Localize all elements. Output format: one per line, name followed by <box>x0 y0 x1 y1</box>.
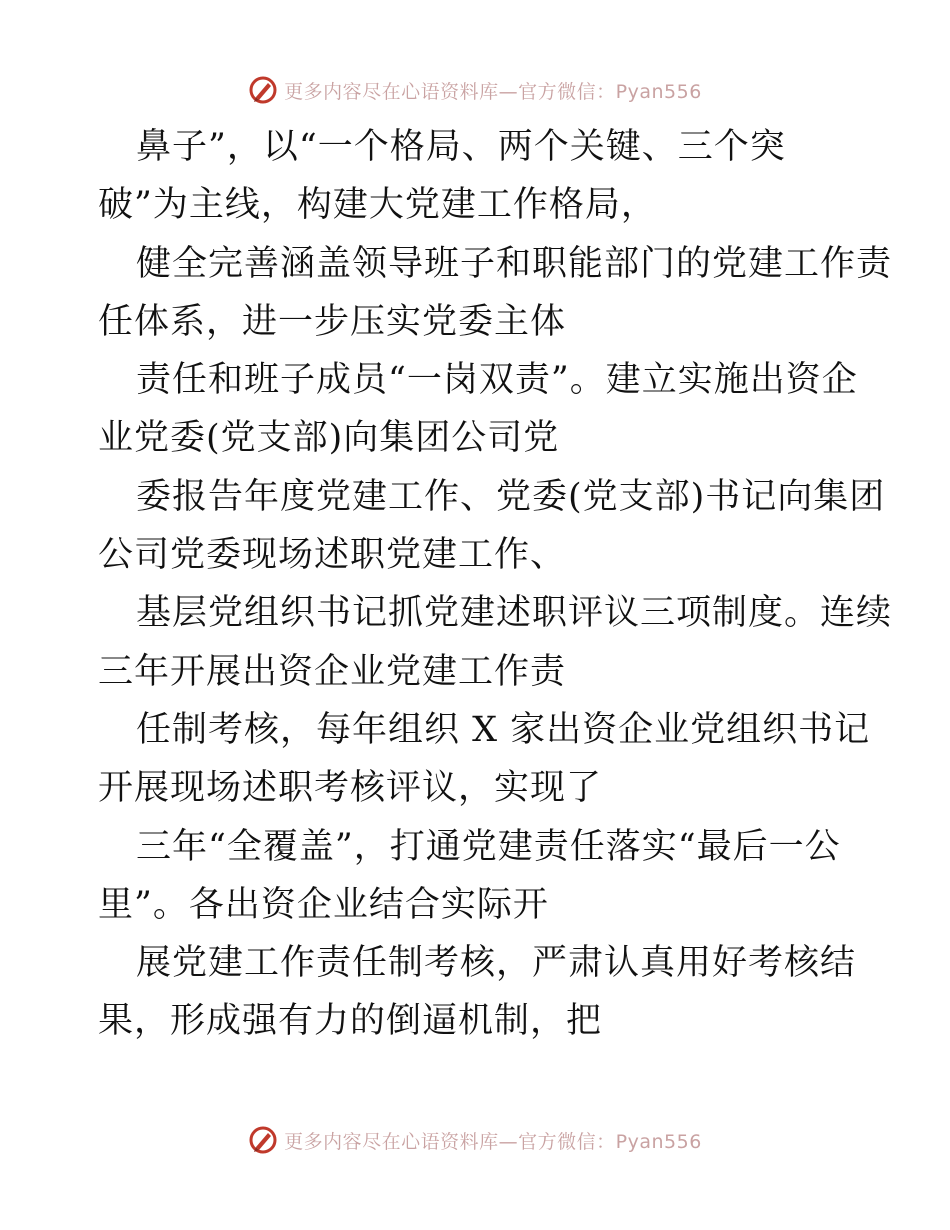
text-line: 责任和班子成员“一岗双责”。建立实施出资企 <box>136 360 858 401</box>
text-line: 破”为主线，构建大党建工作格局， <box>98 185 657 226</box>
footer-banner-text: 更多内容尽在心语资料库—官方微信：Pyan556 <box>284 1130 702 1153</box>
text-line: 果，形成强有力的倒逼机制，把 <box>98 1001 603 1042</box>
footer-banner <box>0 1120 950 1160</box>
text-line: 鼻子”，以“一个格局、两个关键、三个突 <box>136 127 786 167</box>
text-line: 任体系，进一步压实党委主体 <box>98 301 567 342</box>
document-body <box>98 118 893 1051</box>
text-line: 委报告年度党建工作、党委(党支部)书记向集团 <box>136 476 886 517</box>
text-line: 基层党组织书记抓党建述职评议三项制度。连续 <box>136 593 893 634</box>
text-line: 开展现场述职考核评议，实现了 <box>98 768 603 809</box>
text-line: 展党建工作责任制考核，严肃认真用好考核结 <box>136 943 857 984</box>
pen-nib-logo-icon <box>248 75 278 105</box>
pen-nib-logo-icon <box>248 1125 278 1155</box>
text-line: 任制考核，每年组织 X 家出资企业党组织书记 <box>136 709 871 750</box>
text-line: 里”。各出资企业结合实际开 <box>98 884 549 925</box>
header-banner <box>0 70 950 110</box>
header-banner-text: 更多内容尽在心语资料库—官方微信：Pyan556 <box>284 80 702 103</box>
text-line: 业党委(党支部)向集团公司党 <box>98 418 560 459</box>
text-line: 三年开展出资企业党建工作责 <box>98 651 567 692</box>
text-line: 公司党委现场述职党建工作、 <box>98 535 567 576</box>
text-line: 三年“全覆盖”，打通党建责任落实“最后一公 <box>136 826 841 867</box>
text-line: 健全完善涵盖领导班子和职能部门的党建工作责 <box>136 243 893 284</box>
